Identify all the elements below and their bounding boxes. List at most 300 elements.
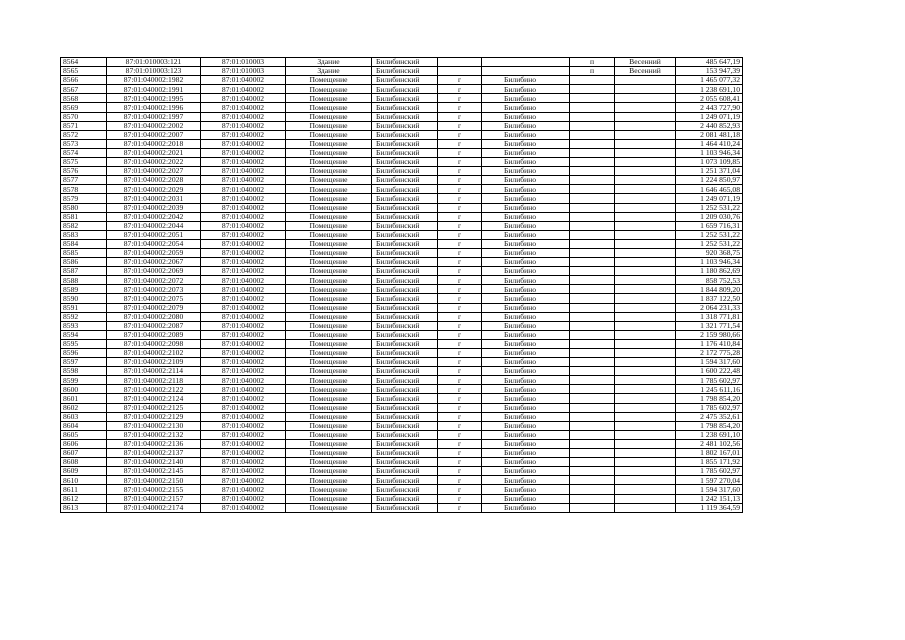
locality-type-cell [570, 439, 615, 448]
settlement-type-cell: г [438, 185, 482, 194]
row-number-cell: 8583 [61, 230, 107, 239]
cadastral-number-cell: 87:01:040002:2087 [107, 321, 201, 330]
value-cell: 1 798 854,20 [676, 421, 743, 430]
cadastral-quarter-cell: 87:01:040002 [201, 430, 286, 439]
settlement-cell: Билибино [482, 239, 570, 248]
settlement-cell: Билибино [482, 221, 570, 230]
district-cell: Билибинский [372, 330, 438, 339]
object-type-cell: Помещение [286, 403, 372, 412]
table-row [61, 94, 743, 103]
settlement-cell: Билибино [482, 167, 570, 176]
district-cell: Билибинский [372, 385, 438, 394]
object-type-cell: Помещение [286, 85, 372, 94]
table-row [61, 494, 743, 503]
locality-type-cell [570, 276, 615, 285]
cadastral-quarter-cell: 87:01:040002 [201, 458, 286, 467]
cadastral-number-cell: 87:01:040002:2118 [107, 376, 201, 385]
settlement-type-cell: г [438, 130, 482, 139]
district-cell: Билибинский [372, 121, 438, 130]
value-cell: 1 837 122,50 [676, 294, 743, 303]
table-row [61, 130, 743, 139]
district-cell: Билибинский [372, 321, 438, 330]
value-cell: 1 119 364,59 [676, 503, 743, 512]
locality-cell [615, 467, 676, 476]
locality-type-cell [570, 412, 615, 421]
value-cell: 1 073 109,85 [676, 158, 743, 167]
settlement-cell: Билибино [482, 458, 570, 467]
settlement-type-cell: г [438, 203, 482, 212]
row-number-cell: 8582 [61, 221, 107, 230]
locality-cell [615, 312, 676, 321]
row-number-cell: 8612 [61, 494, 107, 503]
row-number-cell: 8570 [61, 112, 107, 121]
settlement-type-cell: г [438, 503, 482, 512]
locality-type-cell [570, 367, 615, 376]
settlement-cell: Билибино [482, 367, 570, 376]
table-row [61, 403, 743, 412]
locality-cell [615, 358, 676, 367]
row-number-cell: 8581 [61, 212, 107, 221]
settlement-cell: Билибино [482, 285, 570, 294]
value-cell: 2 475 352,61 [676, 412, 743, 421]
row-number-cell: 8595 [61, 339, 107, 348]
row-number-cell: 8604 [61, 421, 107, 430]
row-number-cell: 8610 [61, 476, 107, 485]
table-row [61, 167, 743, 176]
cadastral-quarter-cell: 87:01:040002 [201, 358, 286, 367]
value-cell: 1 242 151,13 [676, 494, 743, 503]
table-row [61, 367, 743, 376]
object-type-cell: Помещение [286, 430, 372, 439]
locality-type-cell [570, 139, 615, 148]
locality-type-cell [570, 403, 615, 412]
object-type-cell: Помещение [286, 230, 372, 239]
value-cell: 1 252 531,22 [676, 230, 743, 239]
table-row [61, 503, 743, 512]
cadastral-number-cell: 87:01:040002:2140 [107, 458, 201, 467]
table-row [61, 276, 743, 285]
table-row [61, 458, 743, 467]
object-type-cell: Помещение [286, 330, 372, 339]
object-type-cell: Помещение [286, 276, 372, 285]
object-type-cell: Помещение [286, 439, 372, 448]
value-cell: 2 064 231,33 [676, 303, 743, 312]
table-row [61, 285, 743, 294]
cadastral-quarter-cell: 87:01:040002 [201, 376, 286, 385]
table-row [61, 385, 743, 394]
cadastral-number-cell: 87:01:040002:2054 [107, 239, 201, 248]
row-number-cell: 8576 [61, 167, 107, 176]
locality-cell [615, 185, 676, 194]
table-row [61, 230, 743, 239]
value-cell: 1 785 602,97 [676, 376, 743, 385]
value-cell: 2 055 608,41 [676, 94, 743, 103]
value-cell: 2 481 102,56 [676, 439, 743, 448]
cadastral-number-cell: 87:01:040002:2044 [107, 221, 201, 230]
settlement-type-cell: г [438, 194, 482, 203]
district-cell: Билибинский [372, 94, 438, 103]
settlement-cell: Билибино [482, 203, 570, 212]
locality-type-cell [570, 421, 615, 430]
district-cell: Билибинский [372, 130, 438, 139]
cadastral-quarter-cell: 87:01:040002 [201, 485, 286, 494]
settlement-type-cell: г [438, 221, 482, 230]
value-cell: 1 176 410,84 [676, 339, 743, 348]
settlement-cell: Билибино [482, 121, 570, 130]
value-cell: 2 443 727,90 [676, 103, 743, 112]
cadastral-number-cell: 87:01:040002:1995 [107, 94, 201, 103]
value-cell: 1 465 077,32 [676, 76, 743, 85]
locality-type-cell [570, 494, 615, 503]
object-type-cell: Помещение [286, 285, 372, 294]
cadastral-number-cell: 87:01:040002:2042 [107, 212, 201, 221]
cadastral-quarter-cell: 87:01:040002 [201, 121, 286, 130]
settlement-type-cell: г [438, 176, 482, 185]
value-cell: 1 855 171,92 [676, 458, 743, 467]
locality-type-cell [570, 358, 615, 367]
settlement-type-cell: г [438, 85, 482, 94]
locality-cell [615, 76, 676, 85]
row-number-cell: 8606 [61, 439, 107, 448]
table-row [61, 294, 743, 303]
settlement-type-cell: г [438, 230, 482, 239]
locality-cell [615, 258, 676, 267]
settlement-type-cell: г [438, 103, 482, 112]
cadastral-quarter-cell: 87:01:040002 [201, 230, 286, 239]
value-cell: 858 752,53 [676, 276, 743, 285]
settlement-type-cell: г [438, 430, 482, 439]
settlement-type-cell: г [438, 267, 482, 276]
cadastral-number-cell: 87:01:040002:1991 [107, 85, 201, 94]
object-type-cell: Помещение [286, 458, 372, 467]
value-cell: 1 238 691,10 [676, 85, 743, 94]
row-number-cell: 8572 [61, 130, 107, 139]
cadastral-quarter-cell: 87:01:010003 [201, 67, 286, 76]
district-cell: Билибинский [372, 176, 438, 185]
cadastral-quarter-cell: 87:01:040002 [201, 158, 286, 167]
settlement-cell: Билибино [482, 148, 570, 157]
settlement-cell [482, 58, 570, 67]
object-type-cell: Помещение [286, 139, 372, 148]
district-cell: Билибинский [372, 294, 438, 303]
locality-cell [615, 239, 676, 248]
locality-cell: Весенний [615, 67, 676, 76]
table-row [61, 185, 743, 194]
settlement-cell: Билибино [482, 476, 570, 485]
value-cell: 1 252 531,22 [676, 239, 743, 248]
cadastral-number-cell: 87:01:040002:2150 [107, 476, 201, 485]
locality-type-cell [570, 85, 615, 94]
settlement-type-cell: г [438, 276, 482, 285]
table-row [61, 76, 743, 85]
cadastral-quarter-cell: 87:01:040002 [201, 285, 286, 294]
cadastral-number-cell: 87:01:040002:2174 [107, 503, 201, 512]
row-number-cell: 8592 [61, 312, 107, 321]
district-cell: Билибинский [372, 276, 438, 285]
cadastral-quarter-cell: 87:01:040002 [201, 330, 286, 339]
object-type-cell: Помещение [286, 312, 372, 321]
settlement-type-cell: г [438, 294, 482, 303]
settlement-cell: Билибино [482, 467, 570, 476]
cadastral-quarter-cell: 87:01:040002 [201, 349, 286, 358]
settlement-cell: Билибино [482, 312, 570, 321]
table-row [61, 194, 743, 203]
district-cell: Билибинский [372, 203, 438, 212]
object-type-cell: Помещение [286, 303, 372, 312]
cadastral-number-cell: 87:01:040002:2130 [107, 421, 201, 430]
district-cell: Билибинский [372, 467, 438, 476]
object-type-cell: Помещение [286, 494, 372, 503]
value-cell: 1 180 862,69 [676, 267, 743, 276]
settlement-cell [482, 67, 570, 76]
cadastral-number-cell: 87:01:040002:2018 [107, 139, 201, 148]
settlement-type-cell: г [438, 339, 482, 348]
district-cell: Билибинский [372, 112, 438, 121]
settlement-type-cell: г [438, 76, 482, 85]
table-row [61, 339, 743, 348]
locality-type-cell [570, 167, 615, 176]
cadastral-number-cell: 87:01:040002:2137 [107, 449, 201, 458]
object-type-cell: Здание [286, 67, 372, 76]
locality-type-cell [570, 467, 615, 476]
district-cell: Билибинский [372, 212, 438, 221]
value-cell: 1 249 071,19 [676, 194, 743, 203]
object-type-cell: Помещение [286, 385, 372, 394]
district-cell: Билибинский [372, 339, 438, 348]
locality-type-cell [570, 203, 615, 212]
object-type-cell: Помещение [286, 294, 372, 303]
table-row [61, 312, 743, 321]
locality-cell [615, 430, 676, 439]
value-cell: 1 594 317,60 [676, 485, 743, 494]
row-number-cell: 8605 [61, 430, 107, 439]
locality-type-cell [570, 258, 615, 267]
locality-type-cell [570, 248, 615, 257]
locality-cell [615, 212, 676, 221]
settlement-cell: Билибино [482, 303, 570, 312]
value-cell: 1 798 854,20 [676, 394, 743, 403]
row-number-cell: 8590 [61, 294, 107, 303]
value-cell: 1 600 222,48 [676, 367, 743, 376]
settlement-type-cell: г [438, 239, 482, 248]
object-type-cell: Помещение [286, 194, 372, 203]
object-type-cell: Помещение [286, 358, 372, 367]
row-number-cell: 8611 [61, 485, 107, 494]
cadastral-quarter-cell: 87:01:040002 [201, 139, 286, 148]
table-row [61, 349, 743, 358]
settlement-cell: Билибино [482, 449, 570, 458]
object-type-cell: Помещение [286, 185, 372, 194]
settlement-type-cell: г [438, 321, 482, 330]
row-number-cell: 8587 [61, 267, 107, 276]
locality-cell [615, 148, 676, 157]
settlement-type-cell: г [438, 358, 482, 367]
object-type-cell: Помещение [286, 503, 372, 512]
table-row [61, 58, 743, 67]
property-table [60, 57, 743, 513]
locality-cell [615, 494, 676, 503]
district-cell: Билибинский [372, 158, 438, 167]
row-number-cell: 8597 [61, 358, 107, 367]
cadastral-number-cell: 87:01:040002:2125 [107, 403, 201, 412]
cadastral-number-cell: 87:01:040002:2136 [107, 439, 201, 448]
settlement-type-cell: г [438, 485, 482, 494]
district-cell: Билибинский [372, 148, 438, 157]
row-number-cell: 8573 [61, 139, 107, 148]
district-cell: Билибинский [372, 403, 438, 412]
cadastral-quarter-cell: 87:01:040002 [201, 203, 286, 212]
cadastral-quarter-cell: 87:01:040002 [201, 385, 286, 394]
settlement-cell: Билибино [482, 339, 570, 348]
object-type-cell: Помещение [286, 412, 372, 421]
cadastral-quarter-cell: 87:01:040002 [201, 194, 286, 203]
object-type-cell: Помещение [286, 267, 372, 276]
object-type-cell: Помещение [286, 130, 372, 139]
district-cell: Билибинский [372, 367, 438, 376]
settlement-cell: Билибино [482, 385, 570, 394]
locality-type-cell [570, 349, 615, 358]
locality-cell [615, 267, 676, 276]
locality-type-cell [570, 221, 615, 230]
locality-cell [615, 276, 676, 285]
table-row [61, 158, 743, 167]
cadastral-number-cell: 87:01:040002:2132 [107, 430, 201, 439]
cadastral-number-cell: 87:01:040002:2022 [107, 158, 201, 167]
district-cell: Билибинский [372, 258, 438, 267]
cadastral-quarter-cell: 87:01:040002 [201, 221, 286, 230]
cadastral-number-cell: 87:01:040002:2051 [107, 230, 201, 239]
district-cell: Билибинский [372, 458, 438, 467]
locality-cell [615, 194, 676, 203]
district-cell: Билибинский [372, 376, 438, 385]
settlement-type-cell: г [438, 458, 482, 467]
locality-cell [615, 230, 676, 239]
row-number-cell: 8603 [61, 412, 107, 421]
row-number-cell: 8575 [61, 158, 107, 167]
settlement-type-cell: г [438, 158, 482, 167]
table-row [61, 212, 743, 221]
settlement-cell: Билибино [482, 85, 570, 94]
table-row [61, 221, 743, 230]
locality-cell [615, 476, 676, 485]
table-row [61, 85, 743, 94]
table-row [61, 176, 743, 185]
locality-type-cell [570, 503, 615, 512]
settlement-cell: Билибино [482, 258, 570, 267]
cadastral-number-cell: 87:01:040002:2021 [107, 148, 201, 157]
locality-type-cell [570, 330, 615, 339]
value-cell: 1 245 611,16 [676, 385, 743, 394]
object-type-cell: Помещение [286, 485, 372, 494]
row-number-cell: 8596 [61, 349, 107, 358]
locality-type-cell [570, 476, 615, 485]
cadastral-number-cell: 87:01:040002:2039 [107, 203, 201, 212]
cadastral-number-cell: 87:01:040002:2114 [107, 367, 201, 376]
district-cell: Билибинский [372, 421, 438, 430]
object-type-cell: Помещение [286, 221, 372, 230]
district-cell: Билибинский [372, 394, 438, 403]
table-row [61, 330, 743, 339]
cadastral-number-cell: 87:01:040002:2109 [107, 358, 201, 367]
table-row [61, 203, 743, 212]
locality-type-cell [570, 112, 615, 121]
object-type-cell: Помещение [286, 239, 372, 248]
object-type-cell: Помещение [286, 103, 372, 112]
locality-type-cell [570, 103, 615, 112]
district-cell: Билибинский [372, 139, 438, 148]
row-number-cell: 8569 [61, 103, 107, 112]
object-type-cell: Помещение [286, 158, 372, 167]
cadastral-quarter-cell: 87:01:040002 [201, 503, 286, 512]
settlement-type-cell: г [438, 167, 482, 176]
value-cell: 920 368,75 [676, 248, 743, 257]
locality-cell [615, 94, 676, 103]
row-number-cell: 8564 [61, 58, 107, 67]
table-row [61, 430, 743, 439]
settlement-cell: Билибино [482, 494, 570, 503]
district-cell: Билибинский [372, 67, 438, 76]
cadastral-quarter-cell: 87:01:040002 [201, 176, 286, 185]
locality-cell [615, 85, 676, 94]
locality-type-cell [570, 194, 615, 203]
row-number-cell: 8608 [61, 458, 107, 467]
cadastral-quarter-cell: 87:01:040002 [201, 449, 286, 458]
cadastral-number-cell: 87:01:040002:2098 [107, 339, 201, 348]
cadastral-number-cell: 87:01:040002:2157 [107, 494, 201, 503]
value-cell: 1 238 691,10 [676, 430, 743, 439]
cadastral-quarter-cell: 87:01:040002 [201, 94, 286, 103]
row-number-cell: 8586 [61, 258, 107, 267]
cadastral-number-cell: 87:01:010003:121 [107, 58, 201, 67]
row-number-cell: 8599 [61, 376, 107, 385]
locality-type-cell [570, 394, 615, 403]
settlement-cell: Билибино [482, 139, 570, 148]
district-cell: Билибинский [372, 503, 438, 512]
cadastral-number-cell: 87:01:040002:1982 [107, 76, 201, 85]
locality-type-cell [570, 76, 615, 85]
settlement-type-cell: г [438, 139, 482, 148]
settlement-type-cell: г [438, 421, 482, 430]
object-type-cell: Помещение [286, 321, 372, 330]
object-type-cell: Помещение [286, 476, 372, 485]
settlement-cell: Билибино [482, 412, 570, 421]
cadastral-quarter-cell: 87:01:040002 [201, 476, 286, 485]
locality-cell [615, 303, 676, 312]
locality-type-cell [570, 430, 615, 439]
locality-type-cell [570, 212, 615, 221]
settlement-cell: Билибино [482, 176, 570, 185]
locality-cell [615, 439, 676, 448]
cadastral-number-cell: 87:01:040002:2029 [107, 185, 201, 194]
locality-type-cell [570, 94, 615, 103]
cadastral-quarter-cell: 87:01:040002 [201, 267, 286, 276]
district-cell: Билибинский [372, 476, 438, 485]
settlement-type-cell: г [438, 449, 482, 458]
row-number-cell: 8579 [61, 194, 107, 203]
cadastral-number-cell: 87:01:040002:2027 [107, 167, 201, 176]
table-row [61, 321, 743, 330]
cadastral-quarter-cell: 87:01:040002 [201, 403, 286, 412]
locality-cell [615, 139, 676, 148]
settlement-type-cell: г [438, 439, 482, 448]
object-type-cell: Помещение [286, 212, 372, 221]
settlement-cell: Билибино [482, 276, 570, 285]
locality-type-cell [570, 158, 615, 167]
cadastral-quarter-cell: 87:01:040002 [201, 439, 286, 448]
value-cell: 1 597 270,04 [676, 476, 743, 485]
locality-type-cell [570, 376, 615, 385]
locality-type-cell [570, 121, 615, 130]
